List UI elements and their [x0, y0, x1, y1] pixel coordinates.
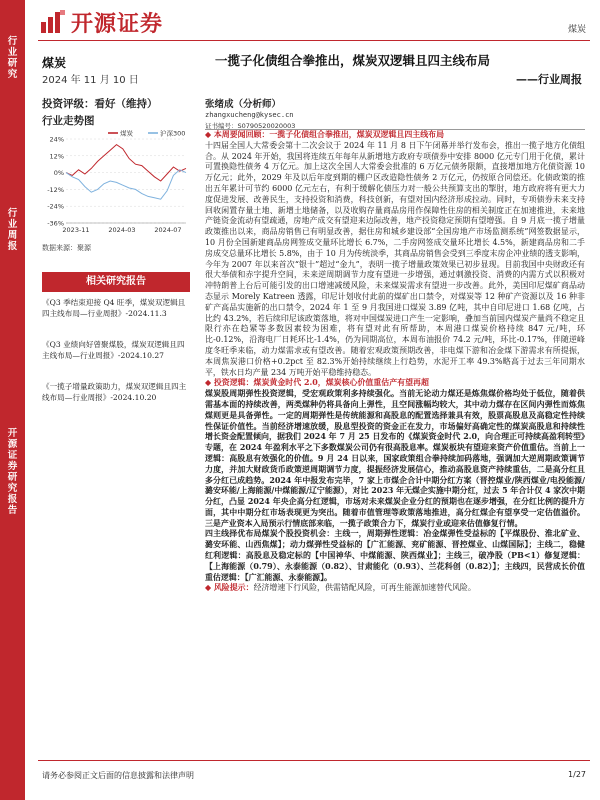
- report-body: [205, 130, 585, 748]
- footer-divider: [38, 760, 590, 761]
- section-heading-news: ◆ 本周要闻回顾：一揽子化债组合拳推出，煤炭双逻辑且四主线布局: [205, 130, 445, 139]
- chart-y-tick-label: -12%: [47, 185, 64, 194]
- chart-series-line: [66, 170, 186, 199]
- related-report-2[interactable]: 《Q3 业绩向好曾聚煤股，煤炭双逻辑且四主线布局—行业周报》-2024.10.27: [42, 340, 185, 360]
- chart-y-tick-label: -24%: [47, 202, 64, 211]
- related-reports-header: 相关研究报告: [42, 272, 190, 292]
- bullet-icon: ◆: [205, 583, 214, 593]
- chart-legend-label: 沪深300: [160, 129, 186, 138]
- chart-y-tick-label: 12%: [49, 152, 64, 161]
- sidebar-label-firm: 开源证券研究报告: [7, 428, 18, 516]
- bullet-icon: ◆: [205, 130, 214, 139]
- paragraph-mainlines: 四主线择优布局煤炭个股投资机会：主线一，周期弹性逻辑：冶金煤弹性受益标的【平煤股份、淮北矿业、潞安环能、山西焦煤】；动力煤弹性受益标的【广汇能源、兖矿能源、晋控煤业、山煤国际】；主线二，稳健红利逻辑：高股息及稳定标的【中国神华、中煤能源、陕西煤业】；主线三，破净股（PB<1）修复逻辑：【上海能源（0.79）、永泰能源（0.82）、甘肃能化（0.93）、兰花科创（0.82）】；主线四，民营成长价值重估逻辑：【广汇能源、永泰能源】。: [205, 529, 585, 582]
- analyst-email[interactable]: zhangxucheng@kysec.cn: [205, 111, 294, 119]
- investment-rating: 投资评级：看好（维持）: [42, 98, 158, 110]
- chart-series-line: [66, 145, 186, 181]
- logo: [40, 4, 163, 40]
- trend-chart: [42, 127, 190, 242]
- paragraph-news: 十四届全国人大常委会第十二次会议于 2024 年 11 月 8 日下午闭幕并举行发布会，推出一揽子地方化债组合。从 2024 年开始，我国将连续五年每年从新增地方政府专项债券中安排 8000 亿元专门用于化债，累计可置换隐性债务 4 万亿元。加上这次全国人大常委会批准的 6 万亿元债务限额，直接增加地方化债资源 10 万亿元；此外，2029 年及以后年度到期的棚户区改造隐性债务 2 万亿元，仍按原合同偿还。化债政策的推出五年累计可节约 6000 亿元左右，有利于缓解化债压力对一般公共预算支出的掣肘，地方政府将有更大力度促进发展、改善民生，支持投资和消费，科技创新，有望对国内经济形成拉动。同时，专项债券未来支持回收闲置存量土地、新增土地储备，以及收购存量商品房用作保障性住房的相关制度正在加速推进，未来地产链资金流动有望疏通，房地产成交有望迎来边际改善，地产投资稳定预期有望增强。自 9 月底一揽子增量政策推出以来，商品房销售已有明显改善，据住房和城乡建设部“全国房地产市场监测系统”网签数据显示，10 月份全国新建商品房网签成交量环比增长 6.7%，二手房网签成交量环比增长 4.5%，新建商品房和二手房成交总量环比增长 5.8%，由于 10 月为传统淡季，其商品房销售会受到三季度末房企冲业绩的透支影响，今年为 2007 年以来首次“银十”超过“金九”，表明一揽子增量政策效果已初步显现。目前我国中央财政还有很大举债和赤字提升空间，未来逆周期调节力度有望进一步增强，通过刺激投资、消费的内需方式以积极对冲特朗普上台后可能引发的出口增速减缓风险，未来煤炭需求有望进一步改善。此外，美国印尼煤矿商品动态显示 Morely Katreen 透露，印尼计划收付此前的煤矿出口禁令，对煤炭等 12 种矿产资源以及 16 种非矿产高品实施新的出口禁令，2024 年 1 至 9 月我国进口煤炭 3.89 亿吨，其中自印尼进口 1.68 亿吨，占比约 43.2%，若后续印尼该政策落地，将对中国煤炭进口产生一定影响，叠加当前国内煤炭产量尚不稳定且限行亦在趋紧等多数因素较为困难，将有望对此有所帮助，本周港口煤炭价格持续 847 元/吨，环比-0.12%，沿海电厂日耗环比-1.4%，仍为同期高位，本周布油报价 74.2 元/吨，环比-0.17%，伴随逆峰度冬旺季来临，动力煤需求或有望改善。随着宏观政策预期改善，非电煤下游和冶金煤下游需求有所提振，本周焦炭港口价格+0.2pct 至 82.3%开始持续继续上行趋势，水泥开工率 49.3%略高于过去三年同期水平，铁水日均产量 234 万吨开始平稳维持稳态。: [205, 140, 585, 377]
- chart-legend-label: 煤炭: [120, 129, 133, 138]
- logo-text: 开源证券: [71, 11, 164, 37]
- related-report-3[interactable]: 《一揽子增量政策助力，煤炭双逻辑且四主线布局—行业周报》-2024.10.20: [42, 382, 187, 402]
- chart-x-tick-label: 2024-03: [108, 226, 136, 234]
- chart-x-tick-label: 2024-07: [154, 226, 182, 234]
- sidebar-band: [0, 0, 25, 800]
- chart-source: 数据来源：聚源: [42, 244, 91, 252]
- chart-x-tick-label: 2023-11: [62, 226, 90, 234]
- header-category: 煤炭: [567, 25, 586, 35]
- section-heading-risk: ◆ 风险提示：经济增速下行风险，供需错配风险，可再生能源加速替代风险。: [205, 583, 476, 593]
- chart-y-tick-label: -36%: [47, 219, 64, 228]
- industry-label: 煤炭: [42, 56, 67, 70]
- sidebar-label-research: 行业研究: [7, 36, 18, 80]
- chart-y-tick-label: 24%: [49, 135, 64, 144]
- page-number: 1/27: [568, 770, 586, 779]
- open-source-logo-mark-icon: [40, 9, 66, 35]
- paragraph-logic: 煤炭股周期弹性投资逻辑，受宏观政策利多持续强化。当前无论动力煤还是炼焦煤价格均处于低位，随着供需基本面的持续改善，两类煤种仍将具备向上弹性，且空间涨幅均较大，其中动力煤存在区间内弹性而炼焦煤则更是具备弹性。一定的周期弹性是传统能源和高股息的配置选择兼具有效，股票高股息及高稳定性持续性保证价值性。当前经济增速放缓，股息型投资的资金正在发力，市场偏好高确定性的煤炭高股息和持续性增长资金配置倾向，据我们 2024 年 7 月 25 日发布的《煤炭资金时代 2.0，向合理正可持续高盈利转型》专题，在 2024 年盈利水平之下多数煤炭公司仍有很高股息率。煤炭板块有望迎来资产价值重估。当前上一逻辑：高股息有效强化的价值。9 月 24 日以来，国家政策组合拳持续加码落地，强调加大逆周期政策调节力度，并加大财政货币政策逆周期调节力度，提振经济发展信心，推动高股息资产持续重估，二是高分红且多分红已成趋势。2024 年中报发布完毕，7 家上市煤企合计中期分红方案（晋控煤业/陕西煤业/电投能源/潞安环能/上海能源/中煤能源/辽宁能源），对比 2023 年无煤企实施中期分红，过去 5 年合计仅 4 家次中期分红，凸显 2024 年央企高分红逻辑，市场对未来煤炭企业分红的预期也在逐步增强，在分红比例的提升方面，其中中期分红市场表现更为突出。随着市值管理等政策落地推进，高分红煤企有望享受一定估值溢价。三是产业资本入局预示行情底部来临，一揽子政策合力下，煤炭行业或迎来估值修复行情。: [205, 389, 585, 528]
- report-date: 2024 年 11 月 10 日: [42, 75, 139, 86]
- related-report-1[interactable]: 《Q3 季结束迎接 Q4 旺季，煤炭双逻辑且四主线布局—行业周报》-2024.11.3: [42, 298, 186, 318]
- header-divider: [38, 40, 590, 41]
- trend-chart-svg: [42, 127, 190, 242]
- bullet-icon: ◆: [205, 378, 214, 388]
- section-heading-logic: ◆ 投资逻辑：煤炭黄金时代 2.0，煤炭核心价值重估产有望再超: [205, 378, 429, 388]
- chart-y-tick-label: 0%: [53, 169, 64, 178]
- footer-disclaimer: 请务必参阅正文后面的信息披露和法律声明: [42, 771, 194, 780]
- analyst-cert: 证书编号：S0790520020003: [205, 122, 296, 130]
- report-type: ——行业周报: [516, 73, 582, 86]
- analyst-name: 张绪成（分析师）: [205, 99, 282, 110]
- report-title: 一揽子化债组合拳推出，煤炭双逻辑且四主线布局: [215, 53, 491, 68]
- trend-chart-title: 行业走势图: [42, 115, 95, 127]
- sidebar-label-weekly: 行业周报: [7, 208, 18, 252]
